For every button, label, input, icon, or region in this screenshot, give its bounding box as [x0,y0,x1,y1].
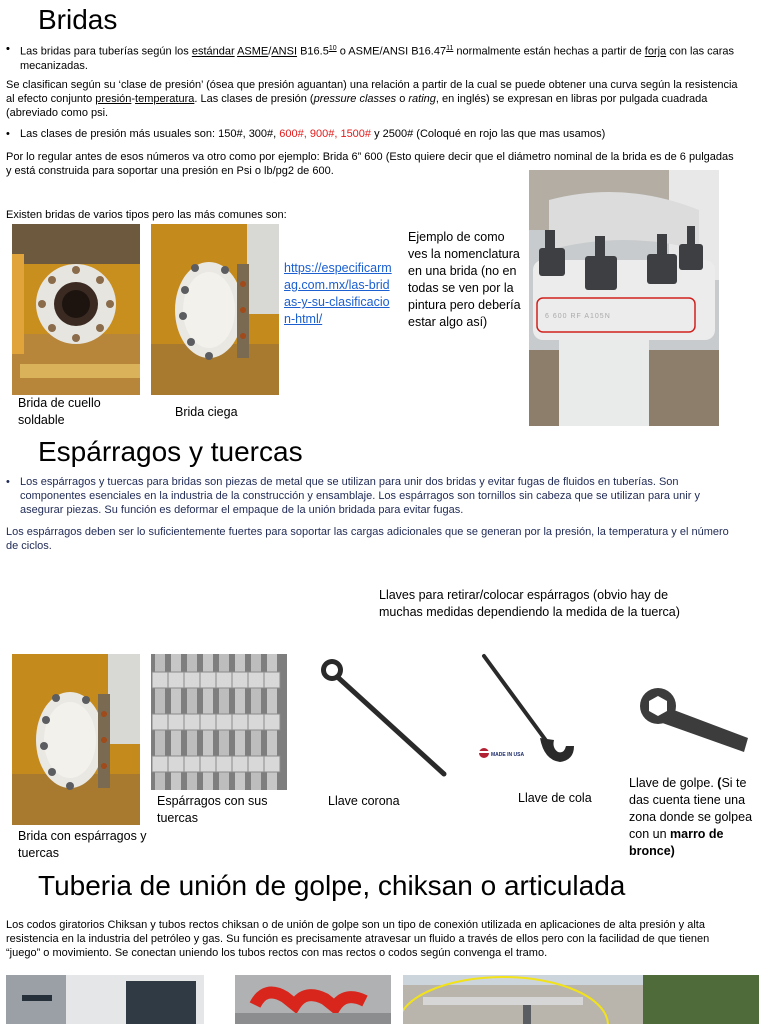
link-asme[interactable]: ASME [237,45,269,58]
section-title-esparragos: Espárragos y tuercas [38,436,303,467]
text: Las bridas para tuberías según los [20,45,192,58]
paragraph-nomenclature: Por lo regular antes de esos números va otro como por ejemplo: Brida 6” 600 (Esto quiere decir que el diámetro nominal de la brida es de 6 pulgadas y está construida para soportar una presión en Psi o lb/pg2 de 600. [6,151,734,177]
reference-link[interactable]: https://especificarmag.com.mx/las-bridas-y-su-clasificacion-html/ [284,261,392,326]
blind-flange-photo [151,224,279,395]
bullet-pressure-classes: • Las clases de presión más usuales son: 150#, 300#, 600#, 900#, 1500# y 2500# (Coloqué en rojo las que mas usamos) [6,128,606,140]
link-forja[interactable]: forja [644,45,667,58]
made-in-usa-label: MADE IN USA [491,752,525,758]
studs-photo [151,654,287,790]
ring-wrench-photo [306,648,458,788]
chiksan-photo-2 [235,975,391,1024]
link-temperatura[interactable]: temperatura [135,93,195,105]
footnote-10[interactable]: 10 [328,45,337,52]
example-nomenclature-text: Ejemplo de como ves la nomenclatura en una brida (no en todas se ven por la pintura pero debería estar algo así) [408,230,521,329]
caption-tail-wrench: Llave de cola [518,791,592,805]
paragraph-esparragos-strength: Los espárragos deben ser lo suficientemente fuertes para soportar las cargas adicionales que se generan por la presión, la temperatura y el número de ciclos. [6,526,729,552]
stamp-marking: 6 600 RF A105N [545,313,611,320]
slugging-wrench-photo [626,668,758,768]
link-estandar[interactable]: estándar [191,45,235,58]
paragraph-pressure-class: Se clasifican según su ‘clase de presión’ (ósea que presión aguantan) una relación a partir de la cual se puede obtener una curva según la resistencia al efecto conjunto presión-temperatura. Las clases de presión (pressure classes o rating, en inglés) se expresan en libras por pulgada cuadrada (abreviado como psi. [6,79,738,119]
caption-slugging-wrench: Llave de golpe. (Si te das cuenta tiene una zona donde se golpea con un marro de bronce) [629,776,753,858]
link-presion[interactable]: presión [95,93,132,105]
section-title-bridas: Bridas [38,4,118,35]
footnote-11[interactable]: 11 [446,45,454,52]
caption-flange-studs: Brida con espárragos y tuercas [18,829,147,860]
flange-marking-photo [529,170,719,426]
caption-ring-wrench: Llave corona [328,794,400,808]
flange-studs-photo [12,654,140,825]
bullet-bridas-standards: • Las bridas para tuberías según los estándar ASME/ANSI B16.5$^{10}$ o ASME/ANSI B16.47$^{11}$ normalmente están hechas a partir de forja con las caras mecanizadas. [6,43,735,72]
flange-weld-photo [12,224,140,395]
chiksan-photo-3 [403,975,759,1024]
caption-blind: Brida ciega [175,405,238,419]
caption-studs: Espárragos con sus tuercas [157,794,268,825]
wrench-intro: Llaves para retirar/colocar espárragos (obvio hay de muchas medidas dependiendo la medida de la tuerca) [379,588,680,619]
chiksan-photo-1 [6,975,204,1024]
link-ansi[interactable]: ANSI [271,45,298,58]
highlight-common-classes: 600#, 900#, 1500# [279,128,372,140]
section-title-chiksan: Tuberia de unión de golpe, chiksan o articulada [38,870,626,901]
bullet-esparragos: • Los espárragos y tuercas para bridas son piezas de metal que se utilizan para unir dos bridas y evitar fugas de fluidos en tuberías. Son componentes esenciales en la industria de la construcción y ensamblaje. Los espárragos son tornillos sin cabeza que se utilizan para unir y asegurar piezas. Su función es deformar el empaque de la unión bridada para evitar fugas. [6,476,700,516]
paragraph-chiksan: Los codos giratorios Chiksan y tubos rectos chiksan o de unión de golpe son un tipo de conexión utilizada en aplicaciones de alta presión y alta resistencia en la industria del petróleo y gas. Su función es precisamente atravesar un fluido a través de ellos pero con la facilidad de que tienen “juego” o movimiento. Se conectan uniendo los tubos rectos con mas rectos o codos según convenga el tramo. [6,919,710,959]
caption-weld-neck: Brida de cuello soldable [18,396,101,427]
types-intro: Existen bridas de varios tipos pero las más comunes son: [6,209,287,221]
tail-wrench-photo [474,650,586,772]
